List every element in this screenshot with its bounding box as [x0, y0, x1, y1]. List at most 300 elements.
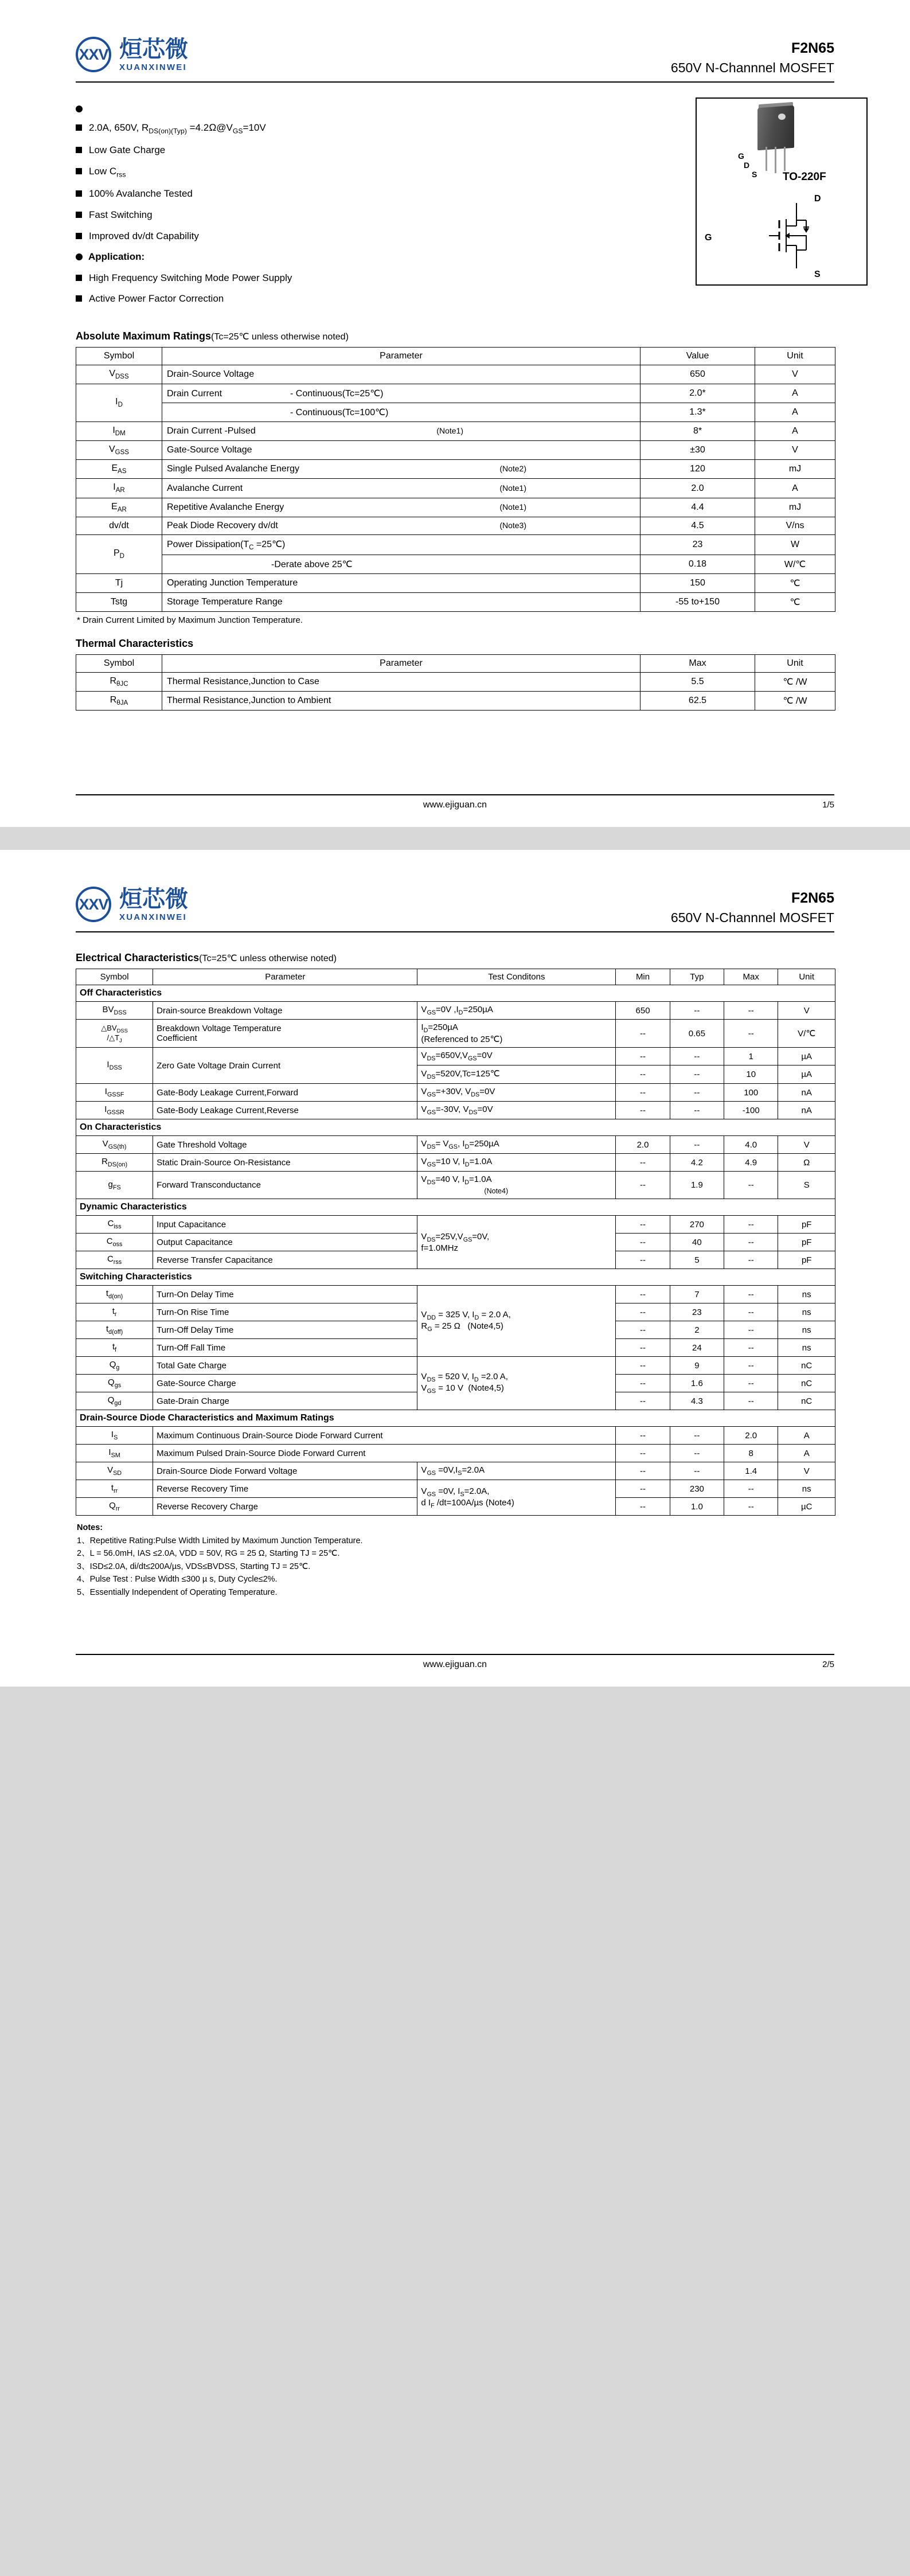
cell-unit: ns — [778, 1303, 835, 1321]
table-row — [76, 421, 835, 440]
cell-symbol: $t_{rr}$ — [76, 1480, 153, 1498]
part-number: F2N65 — [791, 40, 834, 56]
symbol-label-d: D — [814, 194, 821, 204]
cell-condition: $V_{GS} =0V$, $I_S=2.0A$, d $I_F$ /dt=100A/µs (Note4) — [417, 1480, 616, 1516]
cell-max: 4.9 — [724, 1154, 778, 1172]
bullet-square-icon — [76, 168, 82, 174]
cell-min: -- — [616, 1048, 670, 1065]
cell-value: 150 — [640, 574, 755, 593]
cell-min: -- — [616, 1251, 670, 1269]
application-label: Application: — [88, 251, 145, 263]
table-header-row — [76, 347, 835, 365]
logo-text-en: XUANXINWEI — [119, 912, 187, 922]
cell-max: -- — [724, 1321, 778, 1339]
group-label-dynamic: Dynamic Characteristics — [76, 1199, 835, 1216]
cell-value: 120 — [640, 460, 755, 479]
header-divider — [76, 81, 834, 83]
cell-parameter: Power $Dissipation(T_C$ =25℃) — [162, 534, 640, 555]
table-row — [76, 1136, 835, 1154]
col-parameter: Parameter — [153, 969, 417, 985]
cell-min: -- — [616, 1392, 670, 1410]
cell-symbol: $V_{GSS}$ — [76, 441, 162, 460]
group-label-off: Off Characteristics — [76, 985, 835, 1002]
table-row — [76, 593, 835, 612]
cell-symbol: $C_{rss}$ — [76, 1251, 153, 1269]
feature-item — [76, 231, 685, 242]
cell-condition: $V_{DD} = 325$ V, $I_D = 2.0$ A, $R_G = 25$ Ω (Note4,5) — [417, 1286, 616, 1357]
cell-unit: V — [778, 1462, 835, 1480]
cell-parameter: Maximum Pulsed Drain-Source Diode Forward Current — [153, 1445, 616, 1462]
col-typ: Typ — [670, 969, 724, 985]
cell-parameter: Breakdown Voltage Temperature Coefficient — [153, 1020, 417, 1048]
col-max: Max — [640, 655, 755, 673]
cell-min: -- — [616, 1427, 670, 1445]
cell-min: -- — [616, 1462, 670, 1480]
cell-unit: V — [755, 365, 835, 384]
cell-symbol: $I_{DM}$ — [76, 421, 162, 440]
cell-condition: $V_{GS}=0V$ $,I_D=250\mu A$ — [417, 1002, 616, 1020]
footer-divider — [76, 794, 834, 795]
cell-symbol: $I_{AR}$ — [76, 479, 162, 498]
cell-max: -- — [724, 1375, 778, 1392]
cell-value: -55 to+150 — [640, 593, 755, 612]
cell-symbol: $Q_g$ — [76, 1357, 153, 1375]
footer-divider — [76, 1654, 834, 1655]
col-symbol: Symbol — [76, 655, 162, 673]
cell-min: -- — [616, 1321, 670, 1339]
footer-page-number: 2/5 — [822, 1660, 834, 1670]
cell-max: -- — [724, 1251, 778, 1269]
feature-label: Improved dv/dt Capability — [89, 230, 199, 241]
table-row — [76, 673, 835, 692]
cell-unit: ℃ /W — [755, 692, 835, 711]
cell-condition: $V_{DS}=40$ V, $I_D=1.0A$ (Note4) — [417, 1172, 616, 1199]
cell-parameter: Gate Threshold Voltage — [153, 1136, 417, 1154]
cell-condition: $V_{GS}=-30V$, $V_{DS}=0V$ — [417, 1102, 616, 1119]
cell-unit: W/℃ — [755, 555, 835, 574]
col-parameter: Parameter — [162, 347, 640, 365]
cell-symbol: $I_{GSSF}$ — [76, 1084, 153, 1102]
cell-min: -- — [616, 1234, 670, 1251]
col-value: Value — [640, 347, 755, 365]
cell-parameter: Reverse Recovery Time — [153, 1480, 417, 1498]
page-footer — [41, 794, 869, 810]
col-unit: Unit — [778, 969, 835, 985]
cell-symbol: $I_{DSS}$ — [76, 1048, 153, 1084]
cell-parameter: Output Capacitance — [153, 1234, 417, 1251]
cell-unit: A — [778, 1427, 835, 1445]
cell-unit: W — [755, 534, 835, 555]
cell-parameter: Gate-Body Leakage Current,Forward — [153, 1084, 417, 1102]
page-header — [41, 880, 869, 926]
cell-condition: $V_{DS} = 520$ V, $I_D =2.0$ A, $V_{GS} = 10$ V (Note4,5) — [417, 1357, 616, 1410]
feature-label: Low $C_{rss}$ — [89, 166, 126, 179]
table-row — [76, 1020, 835, 1048]
cell-max: -- — [724, 1020, 778, 1048]
cell-min: -- — [616, 1498, 670, 1516]
cell-unit: V — [778, 1136, 835, 1154]
table-row — [76, 534, 835, 555]
cell-max: 100 — [724, 1084, 778, 1102]
thermal-characteristics-table — [76, 654, 835, 711]
note-item: 1、Repetitive Rating:Pulse Width Limited by Maximum Junction Temperature. — [77, 1536, 363, 1545]
group-header-row — [76, 1199, 835, 1216]
cell-unit: A — [755, 384, 835, 403]
cell-parameter: Reverse Recovery Charge — [153, 1498, 417, 1516]
cell-min: -- — [616, 1480, 670, 1498]
cell-max: 62.5 — [640, 692, 755, 711]
table-row — [76, 692, 835, 711]
cell-max: -- — [724, 1339, 778, 1357]
feature-label: High Frequency Switching Mode Power Supply — [89, 272, 292, 283]
bullet-square-icon — [76, 233, 82, 239]
cell-min: -- — [616, 1375, 670, 1392]
cell-unit: A — [778, 1445, 835, 1462]
cell-max: -- — [724, 1234, 778, 1251]
cell-symbol: $Q_{rr}$ — [76, 1498, 153, 1516]
cell-min: -- — [616, 1065, 670, 1084]
cell-unit: nC — [778, 1375, 835, 1392]
pin-label-g: G — [738, 151, 744, 161]
features-list — [76, 97, 685, 314]
cell-max: 8 — [724, 1445, 778, 1462]
bullet-square-icon — [76, 124, 82, 131]
cell-parameter-main: Drain Current -Pulsed — [167, 426, 256, 436]
cell-parameter: Storage Temperature Range — [162, 593, 640, 612]
cell-unit: V — [755, 441, 835, 460]
part-description: 650V N-Channnel MOSFET — [670, 60, 834, 75]
notes-title: Notes: — [77, 1523, 103, 1533]
col-parameter: Parameter — [162, 655, 640, 673]
cell-value: 2.0* — [640, 384, 755, 403]
cell-max: 4.0 — [724, 1136, 778, 1154]
col-unit: Unit — [755, 655, 835, 673]
cell-note: (Note2) — [499, 464, 526, 474]
col-symbol: Symbol — [76, 347, 162, 365]
cell-symbol: Tstg — [76, 593, 162, 612]
cell-max: -- — [724, 1480, 778, 1498]
cell-parameter — [162, 421, 640, 440]
cell-parameter — [162, 460, 640, 479]
table-row — [76, 1480, 835, 1498]
footer-url: www.ejiguan.cn — [423, 800, 487, 810]
cell-parameter-main: Drain Current — [167, 388, 222, 399]
cell-typ: -- — [670, 1445, 724, 1462]
cell-parameter: Drain-Source Voltage — [162, 365, 640, 384]
cell-unit: Ω — [778, 1154, 835, 1172]
cell-min: -- — [616, 1020, 670, 1048]
cell-typ: 4.3 — [670, 1392, 724, 1410]
cell-symbol: $t_{d(off)}$ — [76, 1321, 153, 1339]
electrical-title-note: (Tc=25℃ unless otherwise noted) — [199, 954, 337, 964]
cell-typ: -- — [670, 1048, 724, 1065]
electrical-characteristics-table — [76, 969, 835, 1516]
mosfet-symbol-icon — [752, 193, 838, 279]
cell-max: -- — [724, 1357, 778, 1375]
cell-max: -- — [724, 1172, 778, 1199]
package-photo — [697, 99, 866, 189]
cell-parameter — [162, 498, 640, 517]
cell-symbol: $R_{\theta JC}$ — [76, 673, 162, 692]
cell-typ: 0.65 — [670, 1020, 724, 1048]
cell-symbol: $Q_{gd}$ — [76, 1392, 153, 1410]
cell-parameter: Static Drain-Source On-Resistance — [153, 1154, 417, 1172]
note-item: 3、ISD≤2.0A, di/dt≤200A/µs, VDS≤BVDSS, Starting TJ = 25℃. — [77, 1562, 311, 1571]
cell-min: -- — [616, 1339, 670, 1357]
cell-typ: 9 — [670, 1357, 724, 1375]
cell-parameter: Operating Junction Temperature — [162, 574, 640, 593]
application-heading — [76, 251, 685, 263]
cell-symbol: $C_{iss}$ — [76, 1216, 153, 1234]
group-header-row — [76, 1119, 835, 1136]
package-name: TO-220F — [783, 171, 826, 183]
table-row — [76, 1216, 835, 1234]
table-row — [76, 1427, 835, 1445]
feature-label: Fast Switching — [89, 209, 153, 220]
cell-max: -- — [724, 1392, 778, 1410]
to220f-package-icon — [749, 107, 802, 171]
cell-typ: 270 — [670, 1216, 724, 1234]
pin-label-d: D — [744, 161, 750, 170]
col-min: Min — [616, 969, 670, 985]
cell-typ: 1.0 — [670, 1498, 724, 1516]
cell-unit: A — [755, 479, 835, 498]
cell-unit: ns — [778, 1321, 835, 1339]
abs-max-title-text: Absolute Maximum Ratings — [76, 330, 212, 342]
cell-parameter: Gate-Body Leakage Current,Reverse — [153, 1102, 417, 1119]
table-row — [76, 1286, 835, 1303]
cell-unit: nA — [778, 1102, 835, 1119]
part-number: F2N65 — [791, 890, 834, 907]
cell-parameter: Thermal Resistance,Junction to Ambient — [162, 692, 640, 711]
table-row — [76, 365, 835, 384]
cell-min: -- — [616, 1357, 670, 1375]
cell-max: 5.5 — [640, 673, 755, 692]
note-item: 4、Pulse Test : Pulse Width ≤300 µ s, Duty Cycle≤2%. — [77, 1575, 278, 1584]
cell-parameter-main: Peak Diode Recovery dv/dt — [167, 520, 278, 530]
cell-unit: ℃ /W — [755, 673, 835, 692]
cell-typ: 2 — [670, 1321, 724, 1339]
cell-parameter: Drain-Source Diode Forward Voltage — [153, 1462, 417, 1480]
feature-item — [76, 166, 685, 178]
cell-unit: A — [755, 421, 835, 440]
cell-unit: V/ns — [755, 517, 835, 534]
note-item: 2、L = 56.0mH, IAS ≤2.0A, VDD = 50V, RG = 25 Ω, Starting TJ = 25℃. — [77, 1549, 340, 1559]
cell-parameter: Turn-Off Fall Time — [153, 1339, 417, 1357]
cell-symbol: $t_r$ — [76, 1303, 153, 1321]
cell-parameter — [162, 517, 640, 534]
cell-typ: 4.2 — [670, 1154, 724, 1172]
cell-parameter: Total Gate Charge — [153, 1357, 417, 1375]
feature-item — [76, 145, 685, 156]
cell-parameter — [162, 403, 640, 421]
cell-note: (Note1) — [499, 502, 526, 512]
table-row — [76, 555, 835, 574]
cell-symbol: $Q_{gs}$ — [76, 1375, 153, 1392]
abs-max-title-note: (Tc=25℃ unless otherwise noted) — [211, 331, 349, 342]
abs-max-title — [41, 330, 869, 342]
col-test-conditions: Test Conditons — [417, 969, 616, 985]
cell-typ: 1.9 — [670, 1172, 724, 1199]
table-row — [76, 1462, 835, 1480]
cell-typ: -- — [670, 1102, 724, 1119]
cell-max: -- — [724, 1303, 778, 1321]
cell-value: ±30 — [640, 441, 755, 460]
cell-value: 2.0 — [640, 479, 755, 498]
bullet-square-icon — [76, 295, 82, 302]
cell-unit: pF — [778, 1234, 835, 1251]
cell-parameter: Turn-On Rise Time — [153, 1303, 417, 1321]
cell-parameter: Gate-Source Voltage — [162, 441, 640, 460]
cell-min: 2.0 — [616, 1136, 670, 1154]
logo-mark-icon: XXV — [76, 887, 111, 922]
cell-typ: -- — [670, 1462, 724, 1480]
feature-item — [76, 209, 685, 221]
cell-typ: 40 — [670, 1234, 724, 1251]
cell-typ: -- — [670, 1136, 724, 1154]
col-max: Max — [724, 969, 778, 985]
group-label-switching: Switching Characteristics — [76, 1269, 835, 1286]
cell-parameter: Turn-On Delay Time — [153, 1286, 417, 1303]
cell-max: -- — [724, 1002, 778, 1020]
cell-typ: -- — [670, 1002, 724, 1020]
cell-unit: S — [778, 1172, 835, 1199]
logo-mark-icon: XXV — [76, 37, 111, 72]
cell-value: 650 — [640, 365, 755, 384]
table-row — [76, 517, 835, 534]
cell-unit: V/℃ — [778, 1020, 835, 1048]
cell-symbol: $I_S$ — [76, 1427, 153, 1445]
notes-block — [77, 1521, 869, 1599]
cell-unit: A — [755, 403, 835, 421]
cell-typ: 24 — [670, 1339, 724, 1357]
bullet-circle-icon — [76, 253, 83, 260]
cell-max: -- — [724, 1286, 778, 1303]
cell-parameter: Drain-source Breakdown Voltage — [153, 1002, 417, 1020]
group-label-on: On Characteristics — [76, 1119, 835, 1136]
logo-text-cn: 烜芯微 — [119, 36, 188, 63]
absolute-maximum-ratings-table — [76, 347, 835, 612]
cell-parameter: Input Capacitance — [153, 1216, 417, 1234]
cell-unit: ns — [778, 1286, 835, 1303]
cell-parameter: Zero Gate Voltage Drain Current — [153, 1048, 417, 1084]
cell-parameter: Reverse Transfer Capacitance — [153, 1251, 417, 1269]
group-label-diode: Drain-Source Diode Characteristics and Maximum Ratings — [76, 1410, 835, 1427]
cell-min: -- — [616, 1084, 670, 1102]
bullet-circle-icon — [76, 106, 83, 112]
datasheet-page-2 — [0, 850, 910, 1687]
part-description: 650V N-Channnel MOSFET — [670, 910, 834, 926]
table-row — [76, 441, 835, 460]
cell-parameter: Gate-Drain Charge — [153, 1392, 417, 1410]
cell-typ: 7 — [670, 1286, 724, 1303]
bullet-square-icon — [76, 212, 82, 218]
cell-unit: ns — [778, 1480, 835, 1498]
cell-parameter: Gate-Source Charge — [153, 1375, 417, 1392]
cell-symbol: $P_D$ — [76, 534, 162, 573]
cell-min: -- — [616, 1216, 670, 1234]
cell-value: 8* — [640, 421, 755, 440]
cell-symbol: $E_{AS}$ — [76, 460, 162, 479]
cell-max: -- — [724, 1498, 778, 1516]
cell-max: 1.4 — [724, 1462, 778, 1480]
table-row — [76, 1357, 835, 1375]
table-row — [76, 1084, 835, 1102]
table-row — [76, 1172, 835, 1199]
table-row — [76, 1048, 835, 1065]
cell-condition: $V_{DS}= V_{GS}$, $I_D=250\mu A$ — [417, 1136, 616, 1154]
cell-typ: -- — [670, 1065, 724, 1084]
cell-unit: ℃ — [755, 593, 835, 612]
cell-symbol: $g_{FS}$ — [76, 1172, 153, 1199]
table-row — [76, 1445, 835, 1462]
cell-symbol: $BV_{DSS}$ — [76, 1002, 153, 1020]
page-footer — [41, 1654, 869, 1669]
cell-unit: nC — [778, 1392, 835, 1410]
cell-unit: mJ — [755, 498, 835, 517]
cell-typ: -- — [670, 1084, 724, 1102]
footer-url: www.ejiguan.cn — [423, 1660, 487, 1670]
feature-item — [76, 188, 685, 200]
cell-min: -- — [616, 1154, 670, 1172]
cell-condition: $V_{DS}=25V,V_{GS}=0V$, f=1.0MHz — [417, 1216, 616, 1269]
cell-value: 0.18 — [640, 555, 755, 574]
cell-min: -- — [616, 1303, 670, 1321]
cell-symbol: $t_f$ — [76, 1339, 153, 1357]
cell-condition: $V_{GS}=10$ V, $I_D=1.0A$ — [417, 1154, 616, 1172]
header-divider — [76, 931, 834, 932]
cell-parameter: Forward Transconductance — [153, 1172, 417, 1199]
cell-symbol: $V_{GS(th)}$ — [76, 1136, 153, 1154]
cell-symbol: $V_{SD}$ — [76, 1462, 153, 1480]
cell-max: 2.0 — [724, 1427, 778, 1445]
group-header-row — [76, 1410, 835, 1427]
cell-condition: $V_{GS}=+30V$, $V_{DS}=0V$ — [417, 1084, 616, 1102]
cell-note: (Note3) — [499, 520, 526, 530]
symbol-label-s: S — [814, 270, 821, 279]
cell-unit: ns — [778, 1339, 835, 1357]
cell-condition: $V_{DS}=520V,Tc=125℃$ — [417, 1065, 616, 1084]
cell-unit: nC — [778, 1357, 835, 1375]
package-diagram — [696, 97, 868, 286]
table-header-row — [76, 969, 835, 985]
cell-max: -100 — [724, 1102, 778, 1119]
cell-parameter — [162, 384, 640, 403]
cell-parameter: -Derate above 25℃ — [162, 555, 640, 574]
cell-unit: V — [778, 1002, 835, 1020]
cell-note: (Note1) — [436, 426, 463, 436]
table-row — [76, 1002, 835, 1020]
cell-min: -- — [616, 1445, 670, 1462]
cell-parameter-main: Avalanche Current — [167, 483, 243, 493]
feature-label: Low Gate Charge — [89, 145, 166, 156]
cell-symbol: $V_{DSS}$ — [76, 365, 162, 384]
cell-symbol: $C_{oss}$ — [76, 1234, 153, 1251]
cell-unit: µA — [778, 1065, 835, 1084]
datasheet-page-1 — [0, 0, 910, 827]
feature-item — [76, 272, 685, 284]
page-header — [41, 30, 869, 76]
cell-value: 4.4 — [640, 498, 755, 517]
cell-unit: pF — [778, 1216, 835, 1234]
electrical-title — [41, 952, 869, 964]
table-header-row — [76, 655, 835, 673]
cell-symbol: $R_{DS(on)}$ — [76, 1154, 153, 1172]
feature-item — [76, 293, 685, 305]
cell-symbol: $t_{d(on)}$ — [76, 1286, 153, 1303]
cell-symbol: $R_{\theta JA}$ — [76, 692, 162, 711]
abs-max-footnote: * Drain Current Limited by Maximum Junction Temperature. — [77, 615, 303, 626]
